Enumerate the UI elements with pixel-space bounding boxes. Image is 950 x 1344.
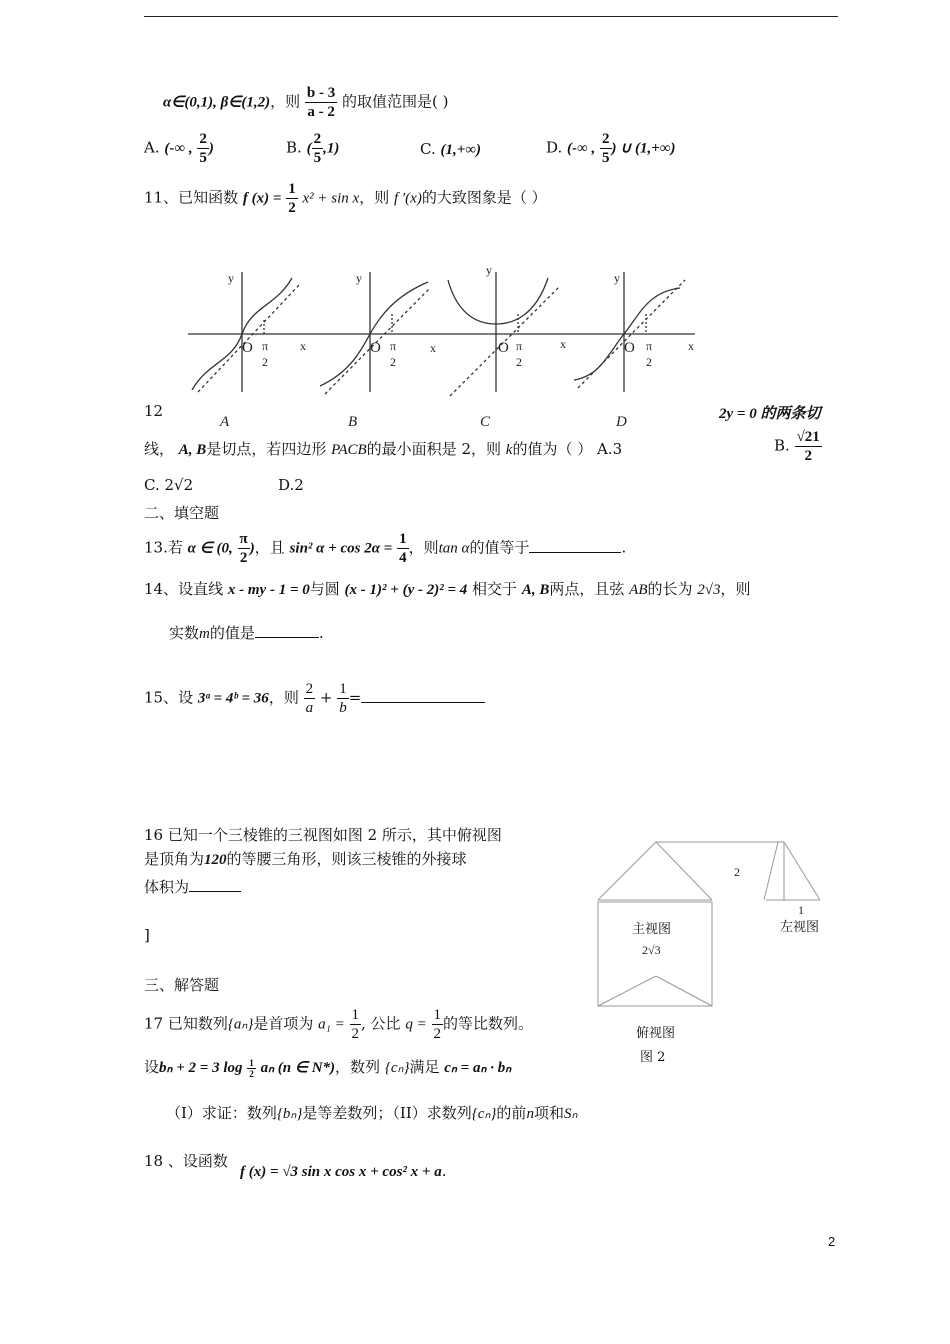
svg-text:π: π [390, 339, 397, 353]
q14-line1: 14、设直线 x - my - 1 = 0与圆 (x - 1)² + (y - 2)² = 4 相交于 A, B两点，且弦 AB的长为 2√3，则 [144, 580, 751, 598]
q12-option-d: D.2 [278, 476, 304, 494]
q10-option-a: A. (-∞ , $\frac{2}{5}$ ) [144, 131, 214, 166]
graph-a-y: y [228, 271, 234, 285]
q12-option-b: B. $\frac{√21}{2}$ [774, 429, 820, 464]
svg-text:x: x [300, 339, 306, 353]
header-rule [144, 16, 838, 17]
svg-text:y: y [356, 271, 362, 285]
fig-caption: 图 2 [640, 1050, 666, 1065]
svg-text:2: 2 [734, 865, 740, 879]
q12-option-c: C. 2√2 [144, 476, 194, 494]
q10-option-b: B. ( $\frac{2}{5}$ ,1) [286, 131, 340, 166]
svg-text:π: π [516, 339, 523, 353]
q18-prefix: 18 、设函数 [144, 1152, 228, 1170]
q17-line3: （I）求证：数列{bₙ}是等差数列；（II）求数列{cₙ}的前n项和Sₙ [166, 1104, 578, 1122]
svg-text:O: O [498, 340, 509, 356]
q16-line2: 是顶角为120的等腰三角形，则该三棱锥的外接球 [144, 850, 467, 868]
q15: 15、设 3ᵃ = 4ᵇ = 36，则 $\frac{2}{a}$ + $\frac{1}{b}$ = [144, 680, 485, 717]
svg-text:2: 2 [262, 355, 268, 369]
svg-text:D: D [616, 414, 627, 430]
q10-option-c: C. (1,+∞) [420, 140, 481, 158]
svg-text:2: 2 [390, 355, 396, 369]
fig-top-label: 俯视图 [636, 1026, 676, 1041]
q10-option-d: D. (-∞ , $\frac{2}{5}$ ) ∪ (1,+∞) [546, 131, 676, 166]
svg-text:A: A [220, 414, 230, 430]
q11-graphs [180, 262, 720, 432]
svg-text:2√3: 2√3 [642, 943, 661, 957]
fig-side-label: 左视图 [780, 920, 820, 935]
svg-text:1: 1 [798, 903, 804, 917]
svg-text:2: 2 [516, 355, 522, 369]
q16-bracket: ] [144, 926, 150, 944]
q12-line1-tail: 2y = 0 的两条切 [719, 406, 821, 422]
graph-a [188, 272, 315, 392]
graph-c [442, 272, 570, 396]
svg-text:O: O [242, 340, 253, 356]
svg-text:O: O [624, 340, 635, 356]
three-view-figure [594, 838, 834, 1068]
section-2-heading: 二、填空题 [144, 504, 220, 522]
svg-text:O: O [370, 340, 381, 356]
q11-stem: 11、已知函数 f (x) = $\frac{1}{2}$ x² + sin x，则 f ′(x)的大致图象是（ ） [144, 181, 547, 216]
q12-number: 12 [144, 402, 164, 420]
q18-func: f (x) = √3 sin x cos x + cos² x + a. [240, 1162, 447, 1180]
q10-stem: α∈(0,1), β∈(1,2)，则 $\frac{b - 3}{a - 2}$ 的取值范围是( ) [163, 85, 449, 120]
svg-text:x: x [560, 337, 566, 351]
svg-text:π: π [646, 339, 653, 353]
svg-text:C: C [480, 414, 491, 430]
svg-text:2: 2 [646, 355, 652, 369]
svg-text:π: π [262, 339, 269, 353]
q13: 13.若 α ∈ (0, $\frac{\pi}{2}$ )，且 sin² α + cos 2α = $\frac{1}{4}$ ，则tan α的值等于 . [144, 531, 627, 566]
graph-b [315, 272, 442, 394]
q17-line1: 17 已知数列{aₙ}是首项为 a₁ = $\frac{1}{2}$ , 公比 q = $\frac{1}{2}$ 的等比数列。 [144, 1007, 534, 1042]
svg-text:B: B [348, 414, 358, 430]
fig-front-label: 主视图 [632, 922, 672, 937]
svg-text:x: x [688, 339, 694, 353]
q16-line1: 16 已知一个三棱锥的三视图如图 2 所示，其中俯视图 [144, 826, 502, 844]
q16-line3: 体积为 [144, 876, 241, 897]
svg-text:y: y [486, 263, 492, 277]
graph-d [570, 272, 695, 392]
section-3-heading: 三、解答题 [144, 976, 220, 994]
svg-text:x: x [430, 341, 436, 355]
q17-line2: 设bₙ + 2 = 3 log $\frac{1}{2}$ aₙ (n ∈ N*)，数列 {cₙ}满足 cₙ = aₙ · bₙ [144, 1057, 512, 1079]
q14-line2: 实数m的值是 . [169, 624, 324, 642]
page-number: 2 [828, 1234, 836, 1249]
q12-line2: 线， A, B是切点，若四边形 PACB的最小面积是 2，则 k的值为（ ） A.3 [144, 440, 623, 458]
svg-text:y: y [614, 271, 620, 285]
